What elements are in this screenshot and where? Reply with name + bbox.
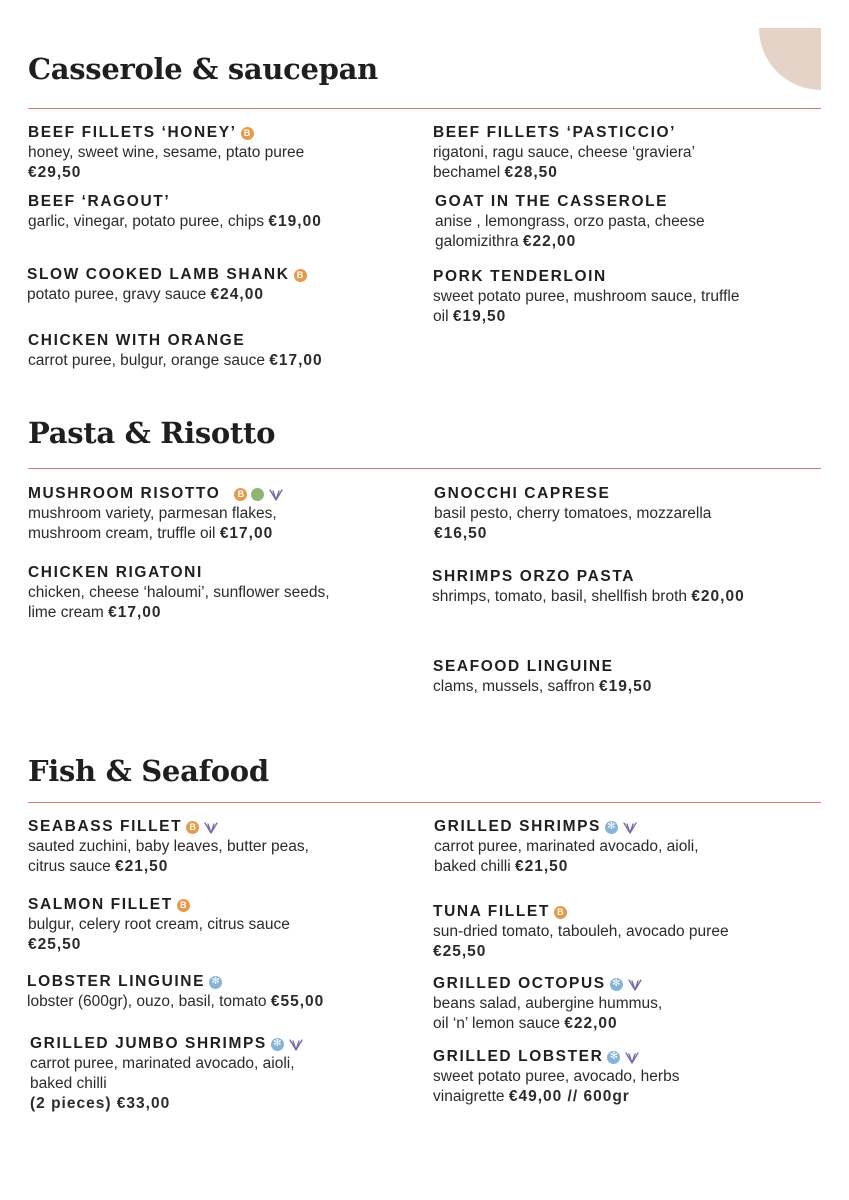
item-price: €21,50 xyxy=(115,858,169,875)
item-name: PORK TENDERLOIN xyxy=(433,268,607,285)
section-title-casserole: Casserole & saucepan xyxy=(28,52,378,86)
item-name: SALMON FILLET xyxy=(28,896,173,913)
item-price: €17,00 xyxy=(219,525,274,542)
item-description: clams, mussels, saffron xyxy=(433,678,599,695)
frozen-icon: ✻ xyxy=(607,1051,620,1064)
item-description: basil pesto, cherry tomatoes, mozzarella xyxy=(434,505,712,522)
item-description: carrot puree, marinated avocado, aioli, baked chilli xyxy=(30,1055,295,1092)
item-price: €16,50 xyxy=(434,525,488,542)
item-name: GRILLED SHRIMPS xyxy=(434,818,601,835)
menu-item-chicken-with-orange xyxy=(28,331,423,371)
lavender-icon xyxy=(288,1038,304,1051)
menu-item-tuna-fillet xyxy=(433,902,828,962)
item-description: sauted zuchini, baby leaves, butter peas, citrus sauce xyxy=(28,838,309,875)
item-description: garlic, vinegar, potato puree, chips xyxy=(28,213,269,230)
lavender-icon xyxy=(203,821,219,834)
item-name: SHRIMPS ORZO PASTA xyxy=(432,568,636,585)
menu-item-beef-fillets-honey xyxy=(28,123,423,183)
frozen-icon: ✻ xyxy=(209,976,222,989)
menu-item-chicken-rigatoni xyxy=(28,563,423,623)
item-price: €21,50 xyxy=(515,858,569,875)
menu-item-seafood-linguine xyxy=(433,657,828,697)
lavender-icon xyxy=(622,821,638,834)
section-title-fish-seafood: Fish & Seafood xyxy=(28,754,269,788)
item-name: SLOW COOKED LAMB SHANK xyxy=(27,266,290,283)
bio-icon: B xyxy=(241,127,254,140)
section-divider xyxy=(28,468,821,469)
menu-item-grilled-jumbo-shrimps xyxy=(30,1034,425,1114)
item-price: €17,00 xyxy=(108,604,162,621)
item-description: honey, sweet wine, sesame, ptato puree xyxy=(28,144,305,161)
item-price: €20,00 xyxy=(691,588,745,605)
item-price: €19,50 xyxy=(598,678,653,695)
menu-item-mushroom-risotto xyxy=(28,484,423,544)
item-name: LOBSTER LINGUINE xyxy=(27,973,206,990)
item-price: €19,50 xyxy=(452,308,507,325)
frozen-icon: ✻ xyxy=(610,978,623,991)
item-description: rigatoni, ragu sauce, cheese ‘graviera’ bechamel xyxy=(433,144,695,181)
item-description: lobster (600gr), ouzo, basil, tomato xyxy=(27,993,271,1010)
item-price: €17,00 xyxy=(269,352,323,369)
item-price: €49,00 // 600gr xyxy=(508,1088,630,1105)
menu-item-grilled-shrimps xyxy=(434,817,829,877)
item-description: sun-dried tomato, tabouleh, avocado puree xyxy=(433,923,729,940)
menu-item-pork-tenderloin xyxy=(433,267,828,327)
item-description: chicken, cheese ‘haloumi’, sunflower seeds, lime cream xyxy=(28,584,330,621)
item-price: €25,50 xyxy=(28,936,82,953)
item-price: (2 pieces) €33,00 xyxy=(30,1095,171,1112)
item-name: CHICKEN WITH ORANGE xyxy=(28,332,246,349)
corner-decoration xyxy=(759,28,821,90)
item-name: GOAT IN THE CASSEROLE xyxy=(435,193,669,210)
section-divider xyxy=(28,108,821,109)
item-price: €22,00 xyxy=(522,233,577,250)
item-description: mushroom variety, parmesan flakes, mushroom cream, truffle oil xyxy=(28,505,277,542)
item-name: SEAFOOD LINGUINE xyxy=(433,658,614,675)
item-description: carrot puree, bulgur, orange sauce xyxy=(28,352,270,369)
item-description: bulgur, celery root cream, citrus sauce xyxy=(28,916,290,933)
section-divider xyxy=(28,802,821,803)
item-price: €19,00 xyxy=(268,213,322,230)
item-description: potato puree, gravy sauce xyxy=(27,286,211,303)
item-name: GRILLED OCTOPUS xyxy=(433,975,606,992)
menu-item-salmon-fillet xyxy=(28,895,423,955)
bio-icon: B xyxy=(186,821,199,834)
menu-item-gnocchi-caprese xyxy=(434,484,829,544)
lavender-icon xyxy=(268,488,284,501)
item-price: €28,50 xyxy=(504,164,558,181)
item-name: GRILLED JUMBO SHRIMPS xyxy=(30,1035,267,1052)
menu-item-beef-fillets-pasticcio xyxy=(433,123,828,183)
item-name: BEEF FILLETS ‘HONEY’ xyxy=(28,124,237,141)
item-name: MUSHROOM RISOTTO xyxy=(28,485,221,502)
bio-icon: B xyxy=(554,906,567,919)
frozen-icon: ✻ xyxy=(271,1038,284,1051)
item-price: €29,50 xyxy=(28,164,82,181)
item-price: €22,00 xyxy=(564,1015,618,1032)
vegetarian-icon xyxy=(251,488,264,501)
menu-item-lobster-linguine xyxy=(27,972,422,1012)
item-price: €55,00 xyxy=(270,993,325,1010)
lavender-icon xyxy=(624,1051,640,1064)
menu-item-goat-in-the-casserole xyxy=(435,192,830,252)
item-name: BEEF FILLETS ‘PASTICCIO’ xyxy=(433,124,677,141)
item-name: CHICKEN RIGATONI xyxy=(28,564,203,581)
menu-item-beef-ragout xyxy=(28,192,423,232)
menu-item-slow-cooked-lamb-shank xyxy=(27,265,422,305)
item-name: GRILLED LOBSTER xyxy=(433,1048,604,1065)
item-description: carrot puree, marinated avocado, aioli, baked chilli xyxy=(434,838,699,875)
item-price: €25,50 xyxy=(433,943,487,960)
frozen-icon: ✻ xyxy=(605,821,618,834)
item-description: shrimps, tomato, basil, shellfish broth xyxy=(432,588,692,605)
menu-item-seabass-fillet xyxy=(28,817,423,877)
section-title-pasta-risotto: Pasta & Risotto xyxy=(28,416,276,450)
menu-item-grilled-lobster xyxy=(433,1047,828,1107)
lavender-icon xyxy=(627,978,643,991)
bio-icon: B xyxy=(234,488,247,501)
item-price: €24,00 xyxy=(210,286,264,303)
bio-icon: B xyxy=(177,899,190,912)
item-description: anise , lemongrass, orzo pasta, cheese galomizithra xyxy=(435,213,705,250)
menu-item-shrimps-orzo-pasta xyxy=(432,567,827,607)
item-description: sweet potato puree, mushroom sauce, truffle oil xyxy=(433,288,740,325)
item-name: BEEF ‘RAGOUT’ xyxy=(28,193,171,210)
item-description: beans salad, aubergine hummus, oil ‘n’ lemon sauce xyxy=(433,995,663,1032)
item-name: GNOCCHI CAPRESE xyxy=(434,485,611,502)
bio-icon: B xyxy=(294,269,307,282)
item-name: SEABASS FILLET xyxy=(28,818,183,835)
item-name: TUNA FILLET xyxy=(433,903,550,920)
item-description: sweet potato puree, avocado, herbs vinaigrette xyxy=(433,1068,680,1105)
menu-item-grilled-octopus xyxy=(433,974,828,1034)
